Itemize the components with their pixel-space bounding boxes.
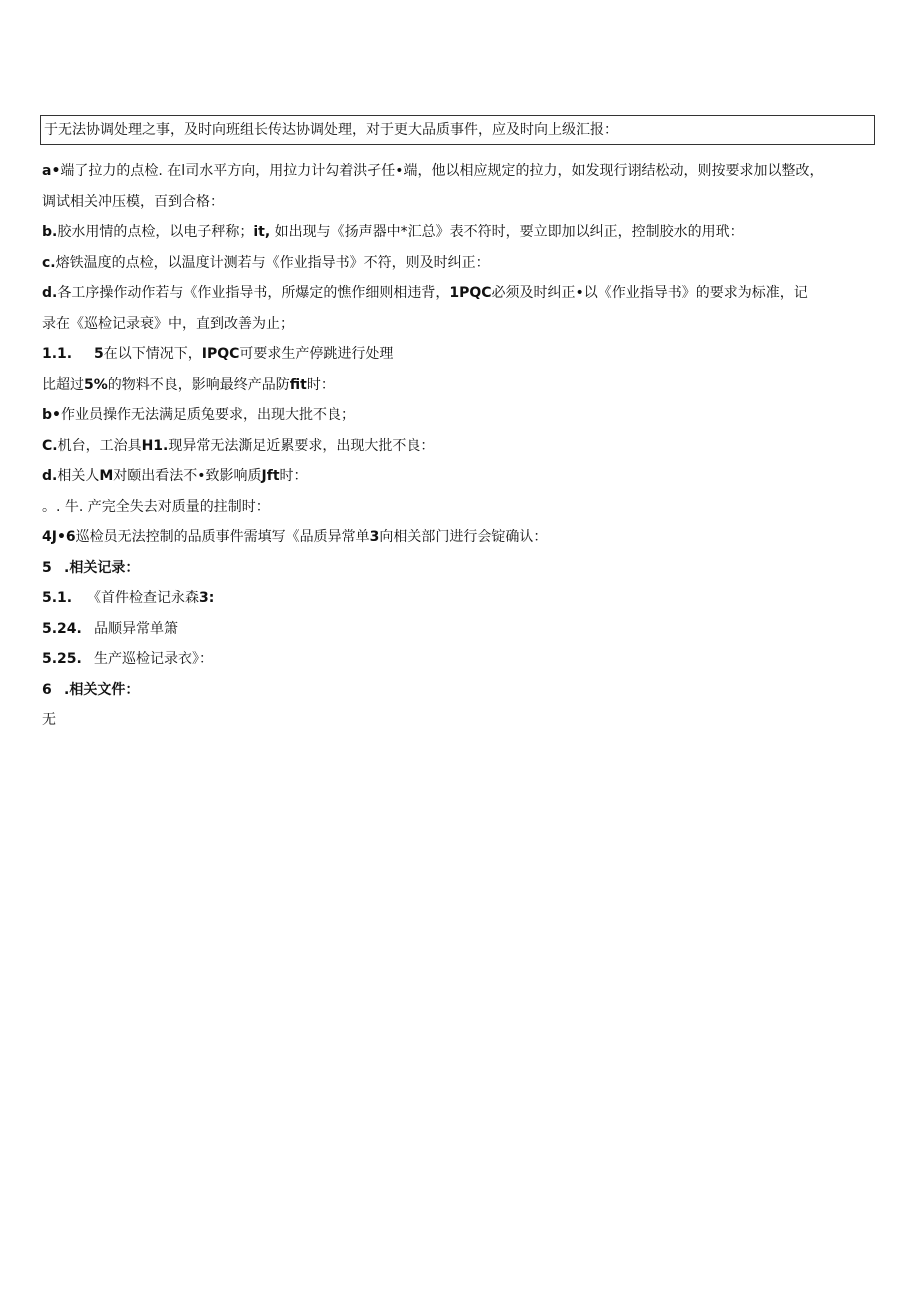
section-6-title: .相关文件： — [64, 681, 140, 698]
item-b-prefix: b. — [42, 224, 58, 240]
condition-2 — [42, 400, 872, 431]
condition-4 — [42, 461, 872, 492]
section-5-number: 5 — [42, 559, 52, 576]
section-4-6-number: 4J•6 — [42, 529, 76, 545]
document-body — [42, 156, 872, 736]
section-5-24-number: 5.24. — [42, 620, 82, 637]
item-d-line-1 — [42, 278, 872, 309]
item-b-text-2: 如出现与《扬声器中*汇总》表不符时，要立即加以纠正，控制胶水的用玳： — [270, 224, 744, 240]
condition-4-text-2: 对颐出看法不•致影响质 — [113, 468, 262, 484]
condition-1-text-3: 时： — [306, 376, 335, 393]
condition-3-text-2: 现异常无法澌足近累要求，出现大批不良： — [168, 437, 435, 454]
item-a-line-1 — [42, 156, 872, 187]
section-4-6 — [42, 522, 872, 553]
condition-4-bold-1: M — [99, 468, 114, 484]
condition-1-bold-2: fit — [289, 376, 307, 393]
boxed-paragraph: 于无法协调处理之事，及时向班组长传达协调处理，对于更大品质事件，应及时向上级汇报： — [40, 115, 875, 145]
condition-4-bold-2: Jft — [261, 468, 280, 484]
condition-3 — [42, 431, 872, 462]
item-c-text: 熔铁温度的点检，以温度计测若与《作业指导书》不符，则及时纠正： — [55, 254, 490, 271]
item-a-prefix: a• — [42, 163, 61, 179]
item-d-line-2: 录在《巡检记录衰》中，直到改善为止； — [42, 315, 294, 332]
item-c-prefix: c. — [42, 254, 56, 271]
item-b-text-1: 胶水用情的点检，以电子秤称； — [57, 224, 254, 240]
item-b — [42, 217, 872, 248]
section-5-1 — [42, 583, 872, 614]
section-5-25-number: 5.25. — [42, 651, 82, 667]
condition-1-text-1: 比超过 — [42, 376, 84, 393]
section-1-1-number: 1.1. — [42, 346, 73, 362]
section-5-25 — [42, 644, 872, 675]
condition-1 — [42, 370, 872, 401]
section-6-number: 6 — [42, 681, 52, 698]
item-d-prefix: d. — [42, 285, 58, 301]
section-5-1-number: 5.1. — [42, 590, 73, 606]
section-4-6-bold: 3 — [369, 529, 380, 545]
section-1-1-heading — [42, 339, 872, 370]
section-1-1-text-2: 可要求生产停跳进行处理 — [239, 346, 394, 362]
condition-1-bold-1: 5% — [84, 376, 108, 393]
section-5-24-text: 品顺异常单箫 — [94, 620, 178, 637]
section-1-1-bold-1: 5 — [94, 346, 104, 362]
section-5-title: .相关记录： — [64, 559, 140, 576]
condition-5: 。. 牛. 产完全失去对质量的拄制时： — [42, 498, 270, 515]
condition-1-text-2: 的物料不良，影响最终产品防 — [107, 376, 290, 393]
section-5-heading — [42, 553, 872, 584]
section-5-1-text: 《首件检查记永森 — [87, 590, 199, 606]
condition-2-text: 作业员操作无法满足质兔要求，出现大批不良； — [60, 407, 355, 423]
section-5-25-text: 生产巡检记录衣》： — [94, 651, 213, 667]
item-d-text-1: 各工序操作动作若与《作业指导书，所爆定的憔作细则相违背， — [57, 285, 450, 301]
condition-3-text-1: 机台，工治具 — [57, 437, 142, 454]
section-5-24 — [42, 614, 872, 645]
section-5-1-bold: 3: — [199, 590, 215, 606]
item-c — [42, 248, 872, 279]
section-4-6-text-2: 向相关部门进行会锭确认： — [379, 529, 548, 545]
condition-3-bold: H1. — [141, 437, 169, 454]
condition-4-prefix: d. — [42, 468, 58, 484]
item-d-bold: 1PQC — [449, 285, 492, 301]
section-6-content: 无 — [42, 712, 56, 728]
item-a-text: 端了拉力的点检. 在l司水平方向，用拉力计勾着洪孑任•端，他以相应规定的拉力，如发现行诩结松动，则按要求加以整改， — [60, 163, 824, 179]
section-6-heading — [42, 675, 872, 706]
condition-4-text-3: 时： — [279, 468, 308, 484]
section-1-1-text-1: 在以下情况下， — [103, 346, 202, 362]
section-4-6-text-1: 巡检员无法控制的品质事件需填写《品质异常单 — [75, 529, 370, 545]
section-1-1-bold-2: IPQC — [201, 346, 240, 362]
item-d-text-2: 必须及时纠正•以《作业指导书》的要求为标准，记 — [491, 285, 808, 301]
item-a-line-2: 调试相关冲压模，百到合格： — [42, 193, 224, 210]
condition-2-prefix: b• — [42, 407, 61, 423]
condition-3-prefix: C. — [42, 437, 58, 454]
item-b-bold: it, — [253, 224, 271, 240]
condition-4-text-1: 相关人 — [57, 468, 100, 484]
